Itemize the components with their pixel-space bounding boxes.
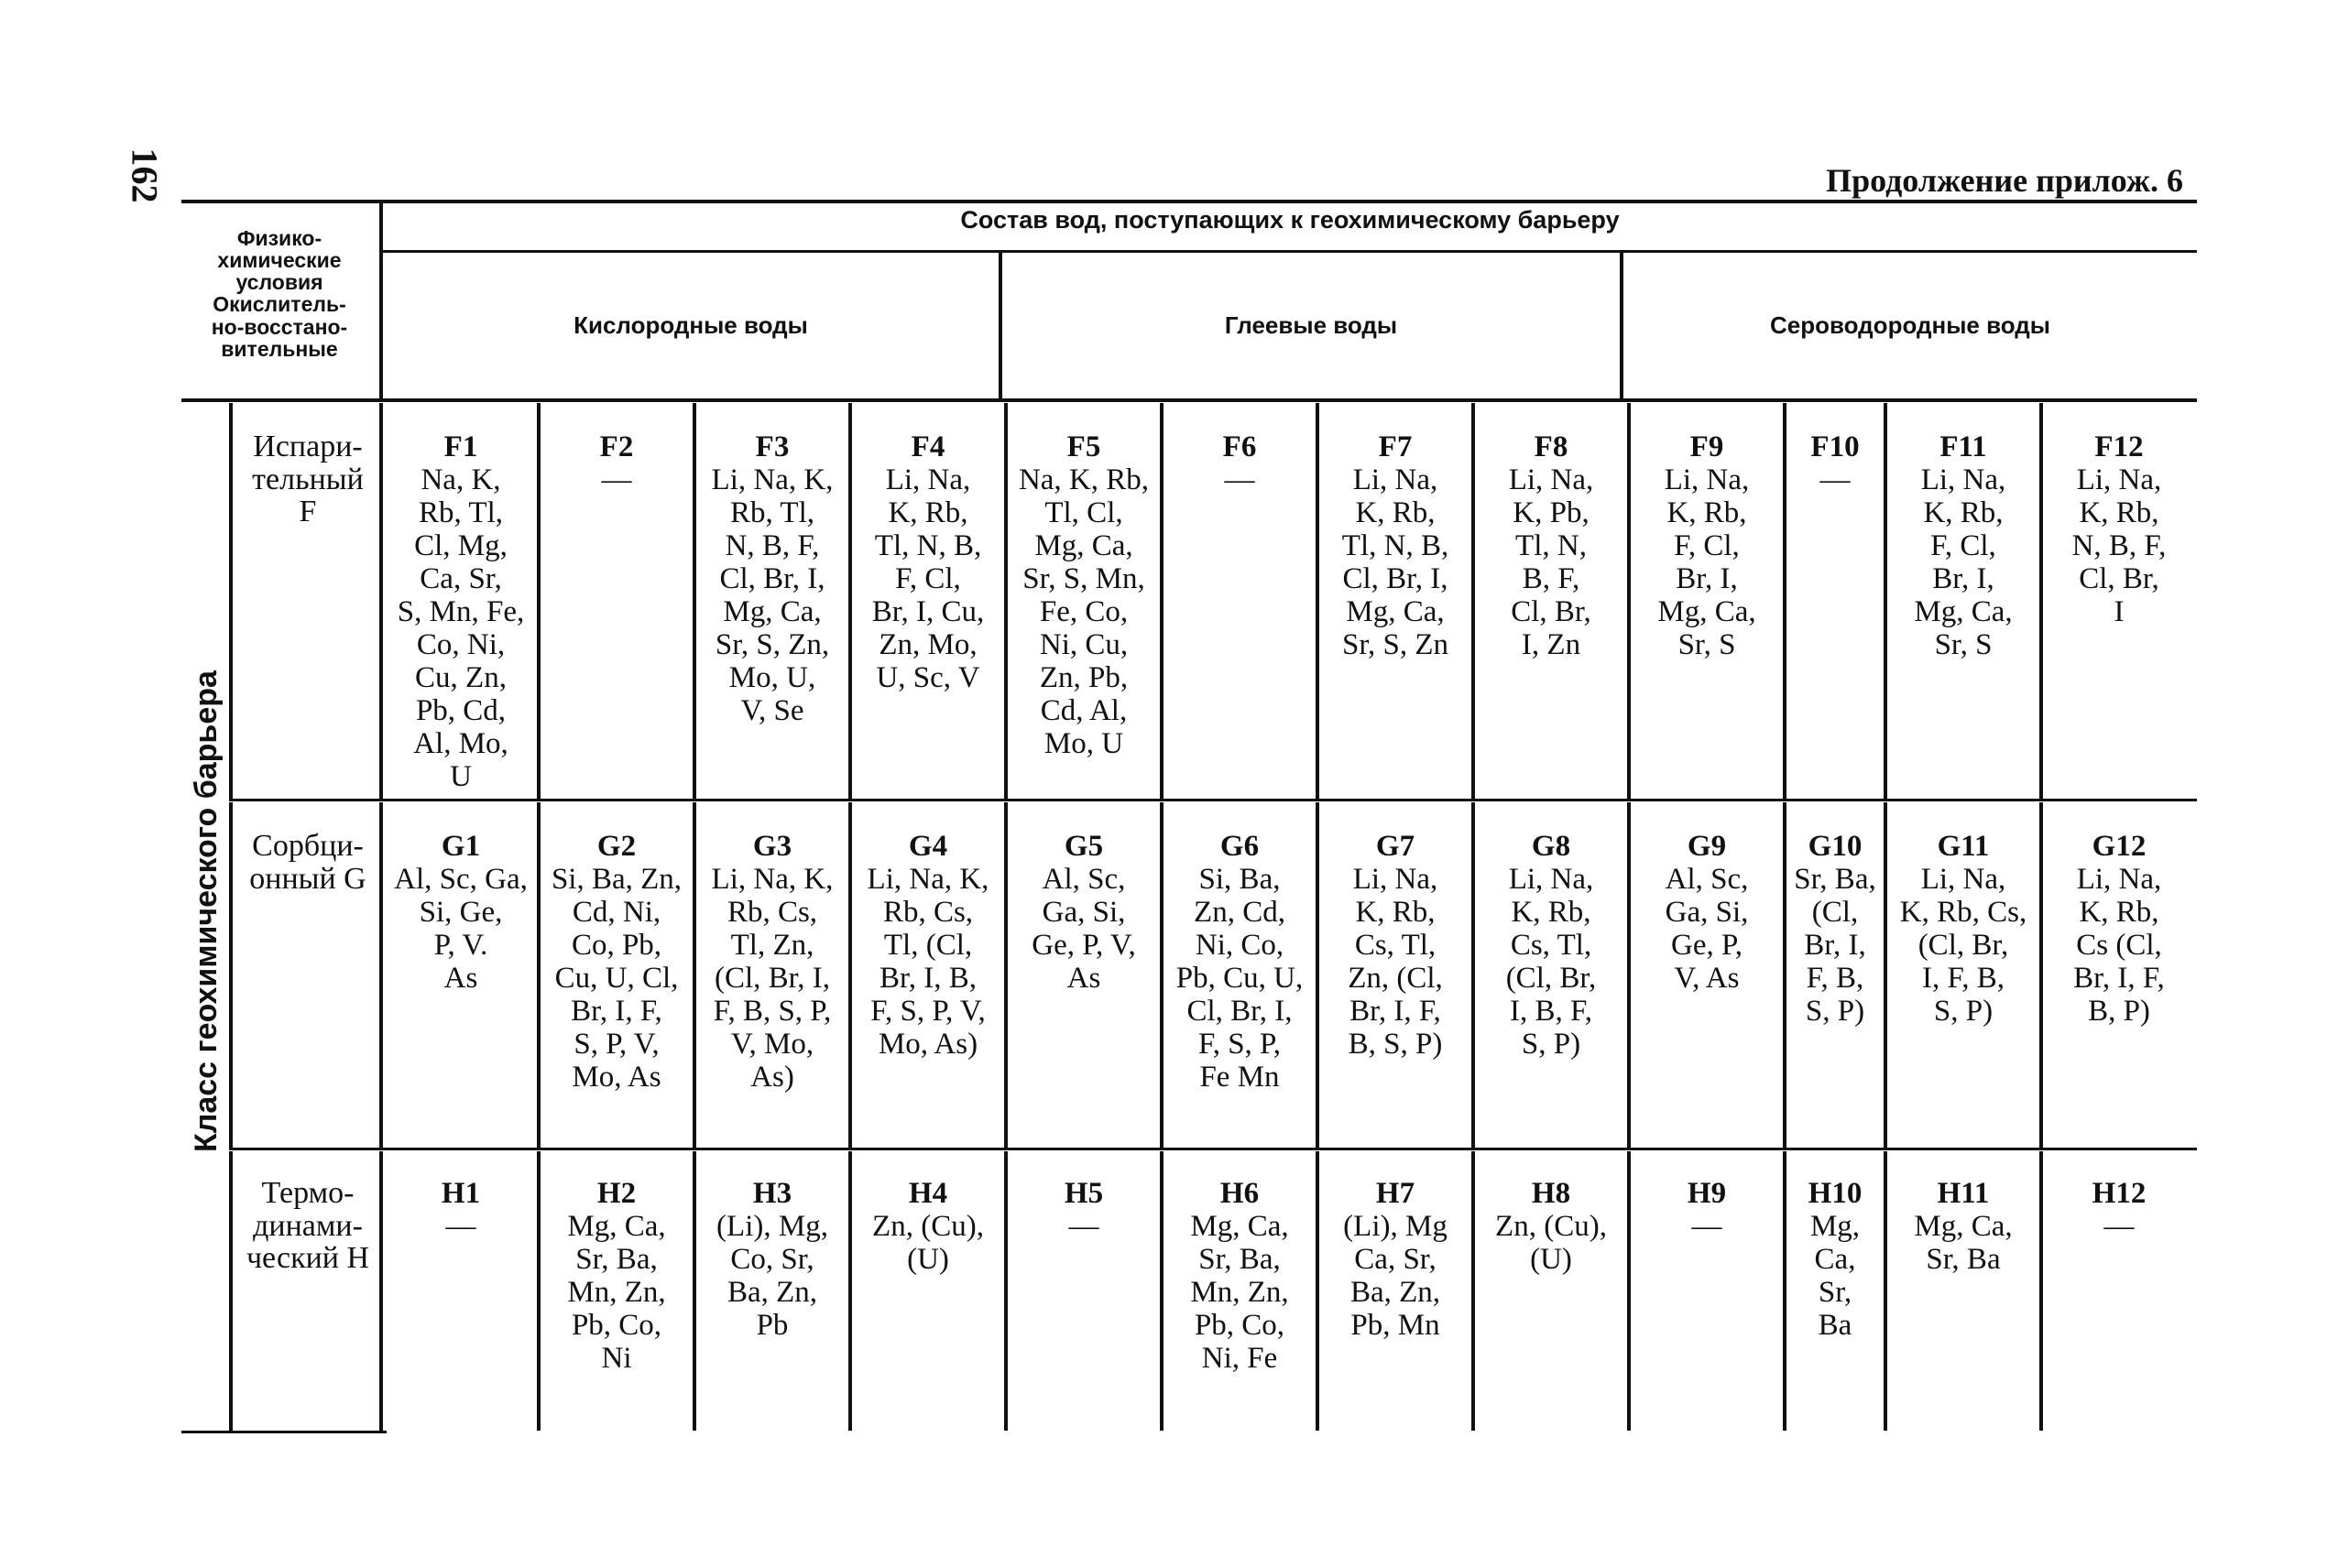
table-cell	[385, 1177, 537, 1243]
cell-code: F10	[1810, 430, 1860, 463]
cell-elements: Li, Na, K, Rb, Tl, N, B, F, Cl, Br, I, Cu, Zn, Mo, U, Sc, V	[871, 463, 985, 694]
rule-header-bottom	[181, 398, 2197, 402]
table-cell	[385, 830, 537, 995]
water-type-header: Кислородные воды	[574, 311, 808, 339]
table-cell	[1164, 830, 1316, 1094]
cell-elements: Li, Na, K, Rb, Tl, N, B, Cl, Br, I, Mg, Ca, Sr, S, Zn	[1341, 463, 1449, 661]
water-type-header: Сероводородные воды	[1770, 311, 2050, 339]
cell-elements: —	[1068, 1210, 1099, 1243]
cell-code: F11	[1939, 430, 1987, 463]
table-cell	[1887, 1177, 2039, 1276]
cell-code: F12	[2094, 430, 2144, 463]
cell-elements: —	[2103, 1210, 2135, 1243]
table-cell	[2043, 830, 2195, 1028]
cell-code: F9	[1689, 430, 1724, 463]
cell-elements: Li, Na, K, Rb, Cs, Tl, Zn, (Cl, Br, I, F, B, S, P, V, Mo, As)	[711, 863, 834, 1094]
cell-code: H11	[1937, 1177, 1990, 1210]
cell-code: H6	[1219, 1177, 1260, 1210]
cell-code: G9	[1687, 830, 1727, 863]
table-cell	[385, 430, 537, 793]
table-cell	[1475, 830, 1627, 1061]
cell-elements: Mg, Ca, Sr, Ba	[1914, 1210, 2013, 1276]
cell-code: G10	[1808, 830, 1863, 863]
cell-elements: (Li), Mg Ca, Sr, Ba, Zn, Pb, Mn	[1343, 1210, 1448, 1342]
table-cell	[1475, 430, 1627, 661]
cell-elements: Zn, (Cu), (U)	[1495, 1210, 1607, 1276]
row-label: Сорбци- онный G	[249, 829, 366, 896]
cell-code: G2	[596, 830, 637, 863]
cell-elements: —	[1819, 463, 1851, 496]
cell-code: F4	[911, 430, 945, 463]
table-cell	[852, 430, 1004, 694]
cell-elements: Mg, Ca, Sr, Ba	[1809, 1210, 1861, 1342]
cell-elements: Li, Na, K, Rb, F, Cl, Br, I, Mg, Ca, Sr, S	[1657, 463, 1756, 661]
table-cell	[2043, 1177, 2195, 1243]
table-cell	[1631, 430, 1783, 661]
cell-code: H1	[441, 1177, 481, 1210]
table-cell	[1631, 1177, 1783, 1243]
cell-elements: Na, K, Rb, Tl, Cl, Mg, Ca, Sr, S, Mn, Fe, Co, Ni, Cu, Zn, Pb, Cd, Al, Mo, U	[397, 463, 525, 793]
table-cell	[696, 430, 848, 727]
table-cell	[1008, 430, 1160, 760]
cell-code: H2	[596, 1177, 637, 1210]
cell-elements: Li, Na, K, Rb, Tl, N, B, F, Cl, Br, I, Mg, Ca, Sr, S, Zn, Mo, U, V, Se	[711, 463, 834, 727]
cell-elements: Al, Sc, Ga, Si, Ge, P, V, As	[1032, 863, 1136, 995]
cell-elements: Si, Ba, Zn, Cd, Ni, Co, Pb, Cu, U, Cl, Br, I, F, S, P, Fe Mn	[1175, 863, 1304, 1094]
table-cell	[696, 1177, 848, 1342]
cell-elements: Li, Na, K, Rb, F, Cl, Br, I, Mg, Ca, Sr, S	[1914, 463, 2013, 661]
cell-code: F1	[443, 430, 478, 463]
table-cell	[2043, 430, 2195, 628]
cell-elements: —	[1691, 1210, 1722, 1243]
continuation-label: Продолжение прилож. 6	[1826, 162, 2183, 199]
vline-row3-0	[229, 1151, 233, 1431]
rule-bottom-stub	[181, 1431, 387, 1433]
table-cell	[1164, 430, 1316, 496]
rule-top	[181, 200, 2197, 203]
table-cell	[541, 1177, 693, 1375]
cell-elements: Mg, Ca, Sr, Ba, Mn, Zn, Pb, Co, Ni, Fe	[1190, 1210, 1289, 1375]
vline-row2-0	[229, 802, 233, 1148]
vline-row1-0	[229, 403, 233, 799]
table-cell	[696, 830, 848, 1094]
cell-code: G11	[1937, 830, 1990, 863]
cell-code: G6	[1219, 830, 1260, 863]
table-cell	[1475, 1177, 1627, 1276]
cell-code: H3	[752, 1177, 792, 1210]
cell-code: F6	[1222, 430, 1257, 463]
cell-code: H12	[2092, 1177, 2147, 1210]
cell-code: G4	[908, 830, 948, 863]
row-label: Испари- тельный F	[252, 430, 364, 529]
cell-code: F2	[599, 430, 634, 463]
cell-elements: Sr, Ba, (Cl, Br, I, F, B, S, P)	[1794, 863, 1876, 1028]
cell-code: F7	[1378, 430, 1413, 463]
cell-code: G3	[752, 830, 792, 863]
table-cell	[1319, 830, 1471, 1061]
cell-elements: Li, Na, K, Rb, Cs, (Cl, Br, I, F, B, S, P)	[1899, 863, 2027, 1028]
cell-elements: Na, K, Rb, Tl, Cl, Mg, Ca, Sr, S, Mn, Fe, Co, Ni, Cu, Zn, Pb, Cd, Al, Mo, U	[1018, 463, 1150, 760]
cell-code: F3	[755, 430, 790, 463]
table-cell	[1887, 830, 2039, 1028]
table-cell	[1887, 430, 2039, 661]
cell-code: H7	[1375, 1177, 1415, 1210]
corner-header: Физико- химические условия Окислитель- но-восстано- вительные	[211, 226, 348, 361]
cell-code: G8	[1531, 830, 1571, 863]
table-cell	[1631, 830, 1783, 995]
cell-code: G1	[441, 830, 481, 863]
cell-code: F5	[1066, 430, 1101, 463]
table-cell	[1164, 1177, 1316, 1375]
cell-code: H5	[1064, 1177, 1104, 1210]
table-cell	[1786, 430, 1884, 496]
cell-code: H9	[1687, 1177, 1727, 1210]
row-label: Термо- динами- ческий H	[246, 1176, 370, 1276]
side-title: Класс геохимического барьера	[189, 670, 224, 1152]
table-cell	[541, 430, 693, 496]
table-cell	[1008, 1177, 1160, 1243]
cell-elements: Zn, (Cu), (U)	[872, 1210, 984, 1276]
cell-code: H8	[1531, 1177, 1571, 1210]
table-cell	[541, 830, 693, 1094]
cell-elements: Li, Na, K, Rb, Cs, Tl, (Cl, Br, I, B, F, S, P, V, Mo, As)	[867, 863, 989, 1061]
cell-elements: —	[1224, 463, 1255, 496]
cell-elements: Li, Na, K, Pb, Tl, N, B, F, Cl, Br, I, Zn	[1508, 463, 1594, 661]
table-cell	[1786, 1177, 1884, 1342]
table-cell	[852, 830, 1004, 1061]
cell-code: H10	[1808, 1177, 1863, 1210]
cell-elements: Si, Ba, Zn, Cd, Ni, Co, Pb, Cu, U, Cl, Br, I, F, S, P, V, Mo, As	[551, 863, 683, 1094]
cell-elements: Li, Na, K, Rb, N, B, F, Cl, Br, I	[2071, 463, 2167, 628]
page-number: 162	[124, 147, 166, 203]
cell-code: G12	[2092, 830, 2147, 863]
rule-row1	[229, 799, 2197, 801]
cell-elements: Al, Sc, Ga, Si, Ge, P, V. As	[394, 863, 528, 995]
cell-elements: Li, Na, K, Rb, Cs, Tl, Zn, (Cl, Br, I, F, B, S, P)	[1348, 863, 1443, 1061]
cell-code: G5	[1064, 830, 1104, 863]
cell-elements: —	[445, 1210, 476, 1243]
top-header: Состав вод, поступающих к геохимическому барьеру	[960, 206, 1620, 234]
cell-code: F8	[1534, 430, 1568, 463]
cell-elements: Li, Na, K, Rb, Cs (Cl, Br, I, F, B, P)	[2073, 863, 2165, 1028]
cell-elements: (Li), Mg, Co, Sr, Ba, Zn, Pb	[716, 1210, 828, 1342]
cell-elements: Al, Sc, Ga, Si, Ge, P, V, As	[1665, 863, 1749, 995]
table-cell	[852, 1177, 1004, 1276]
cell-code: H4	[908, 1177, 948, 1210]
table-cell	[1008, 830, 1160, 995]
table-cell	[1319, 1177, 1471, 1342]
table-cell	[1786, 830, 1884, 1028]
cell-elements: —	[601, 463, 632, 496]
cell-elements: Li, Na, K, Rb, Cs, Tl, (Cl, Br, I, B, F, S, P)	[1505, 863, 1597, 1061]
table-cell	[1319, 430, 1471, 661]
water-type-header: Глеевые воды	[1224, 311, 1398, 339]
cell-elements: Mg, Ca, Sr, Ba, Mn, Zn, Pb, Co, Ni	[567, 1210, 666, 1375]
cell-code: G7	[1375, 830, 1415, 863]
rule-row2	[229, 1148, 2197, 1150]
rule-under-top-header	[383, 250, 2197, 253]
